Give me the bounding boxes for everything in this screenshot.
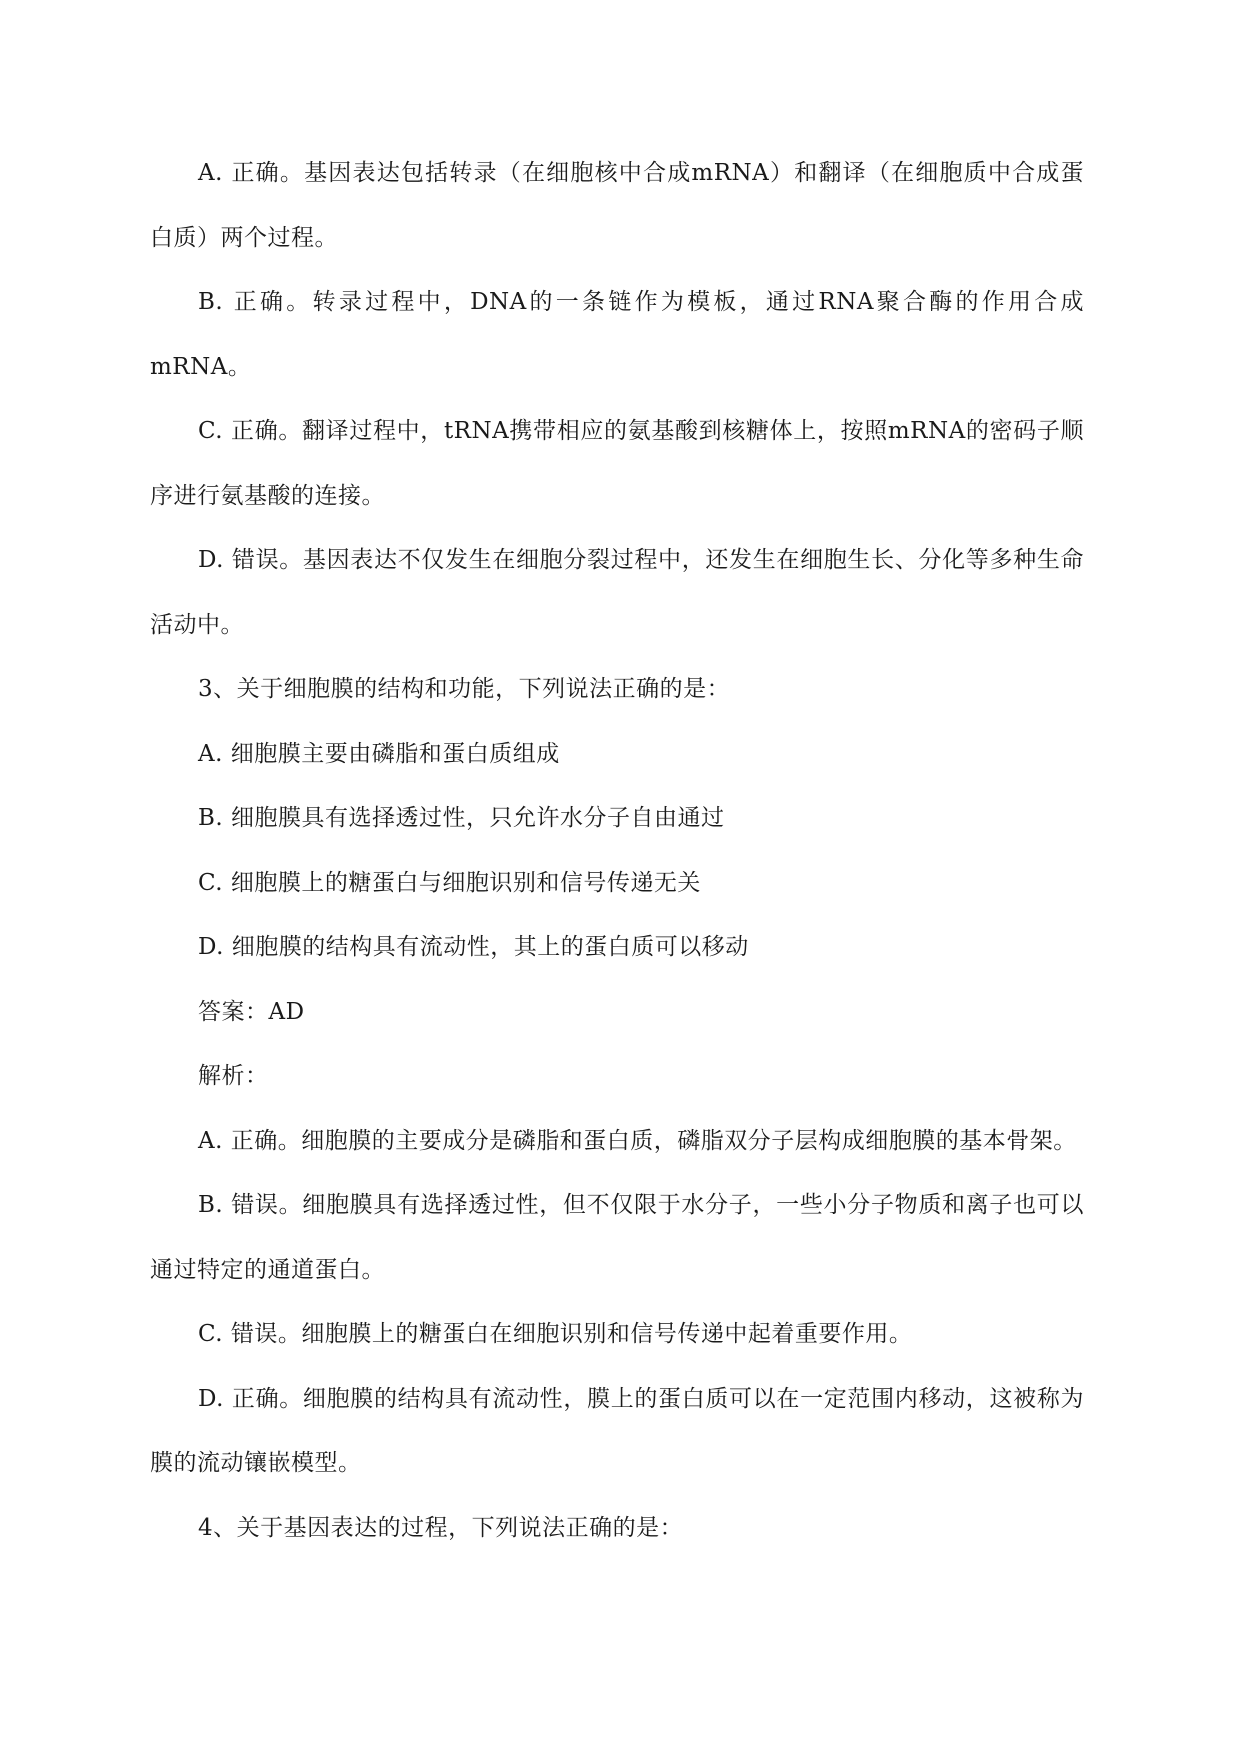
question-3-option-b: B. 细胞膜具有选择透过性，只允许水分子自由通过 [198,805,725,831]
paragraph-explanation-3d: D. 正确。细胞膜的结构具有流动性，膜上的蛋白质可以在一定范围内移动，这被称为膜的流动镶嵌模型。 [150,1385,1084,1476]
question-3-option-d: D. 细胞膜的结构具有流动性，其上的蛋白质可以移动 [198,934,749,960]
paragraph-explanation-2c: C. 正确。翻译过程中，tRNA携带相应的氨基酸到核糖体上，按照mRNA的密码子顺序进行氨基酸的连接。 [150,418,1084,509]
paragraph-explanation-2b: B. 正确。转录过程中，DNA的一条链作为模板，通过RNA聚合酶的作用合成mRNA。 [150,289,1084,380]
document-body [150,141,1084,1560]
paragraph-explanation-2d: D. 错误。基因表达不仅发生在细胞分裂过程中，还发生在细胞生长、分化等多种生命活动中。 [150,547,1084,638]
paragraph-explanation-2a: A. 正确。基因表达包括转录（在细胞核中合成mRNA）和翻译（在细胞质中合成蛋白质）两个过程。 [150,160,1084,251]
paragraph-explanation-3b: B. 错误。细胞膜具有选择透过性，但不仅限于水分子，一些小分子物质和离子也可以通过特定的通道蛋白。 [150,1192,1084,1283]
paragraph-explanation-3a: A. 正确。细胞膜的主要成分是磷脂和蛋白质，磷脂双分子层构成细胞膜的基本骨架。 [198,1127,1077,1154]
question-3-option-c: C. 细胞膜上的糖蛋白与细胞识别和信号传递无关 [198,869,701,896]
paragraph-explanation-3c: C. 错误。细胞膜上的糖蛋白在细胞识别和信号传递中起着重要作用。 [198,1321,913,1347]
question-3-analysis-heading: 解析： [198,1063,269,1089]
question-4-stem: 4、关于基因表达的过程，下列说法正确的是： [198,1514,684,1541]
question-3-option-a: A. 细胞膜主要由磷脂和蛋白质组成 [198,740,560,767]
question-3-stem: 3、关于细胞膜的结构和功能，下列说法正确的是： [198,676,731,702]
question-3-answer: 答案：AD [198,998,305,1025]
